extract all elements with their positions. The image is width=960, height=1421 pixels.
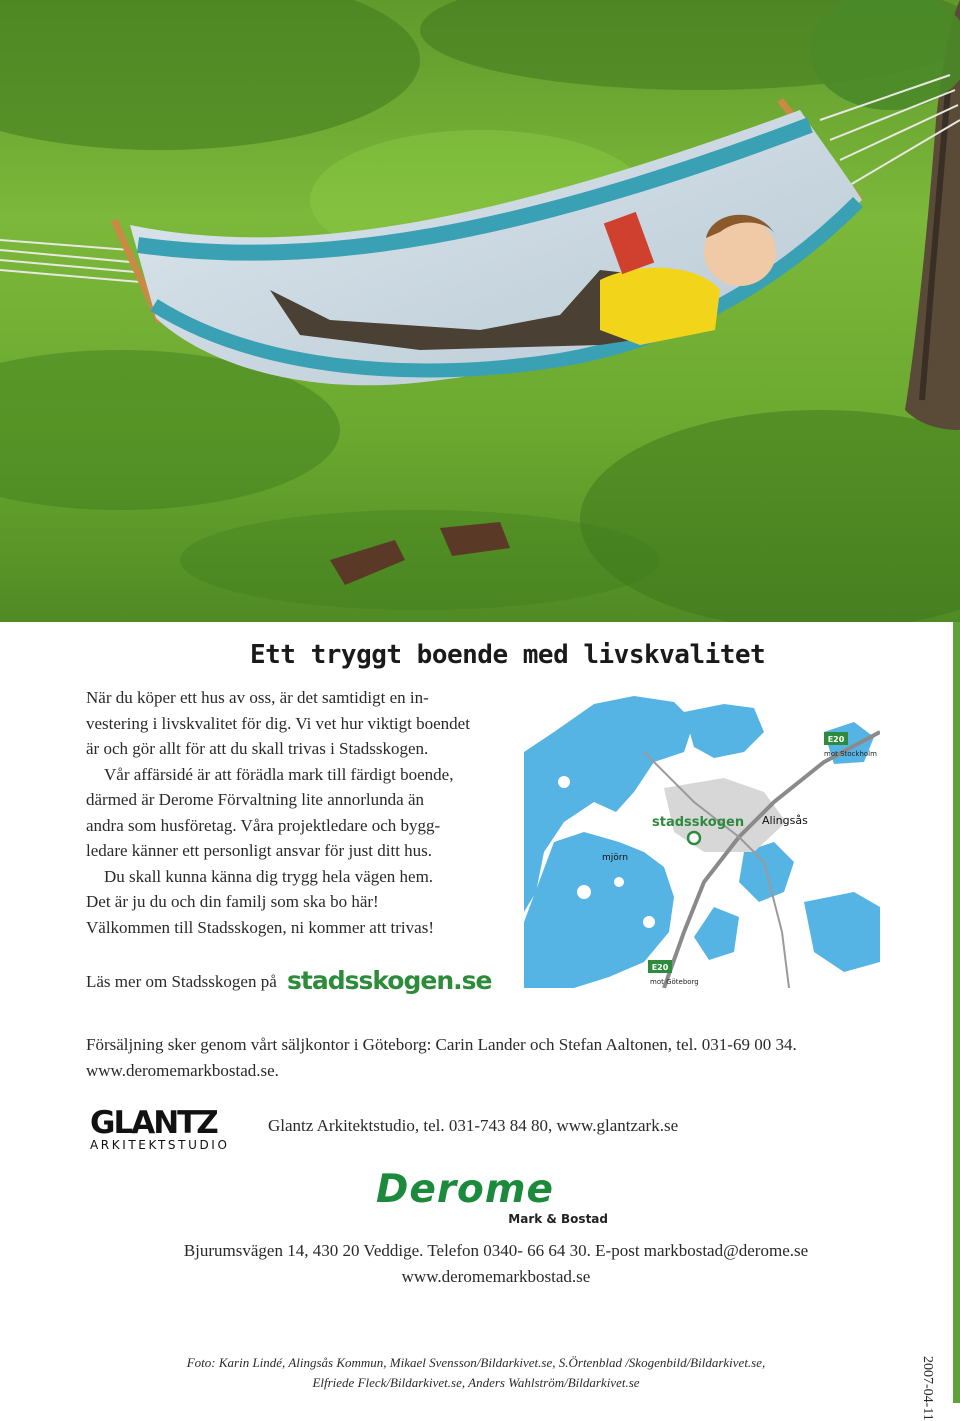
glantz-contact: Glantz Arkitektstudio, tel. 031-743 84 80, www.glantzark.se	[268, 1116, 679, 1135]
body-line: Du skall kunna känna dig trygg hela vägen hem.	[104, 866, 434, 886]
glantz-logo-name: GLANTZ	[90, 1105, 217, 1141]
side-strip	[953, 622, 960, 1403]
glantz-logo-sub: ARKITEKTSTUDIO	[90, 1138, 230, 1152]
derome-logo-name: Derome	[376, 1167, 554, 1212]
stadsskogen-map-label: stadsskogen	[652, 815, 745, 830]
body-line: andra som husföretag. Våra projektledare och bygg-	[86, 815, 441, 835]
sales-url[interactable]: www.deromemarkbostad.se.	[86, 1061, 279, 1080]
mot-goteborg-label: mot Göteborg	[650, 978, 699, 986]
body-line: därmed är Derome Förvaltning lite annorlunda än	[86, 790, 424, 809]
sales-info	[86, 1032, 906, 1084]
body-line: När du köper ett hus av oss, är det samtidigt en in-	[86, 688, 429, 707]
map-graphic	[524, 692, 880, 988]
read-more-line	[86, 966, 491, 995]
body-line: Det är ju du och din familj som ska bo här!	[86, 892, 379, 911]
contact-address	[0, 1238, 960, 1290]
body-line: är och gör allt för att du skall trivas i Stadsskogen.	[86, 739, 429, 758]
location-map	[524, 692, 880, 988]
address-url[interactable]: www.deromemarkbostad.se	[401, 1267, 591, 1286]
body-line: Välkommen till Stadsskogen, ni kommer att trivas!	[86, 917, 434, 937]
mot-stockholm-label: mot Stockholm	[824, 750, 877, 758]
mjorn-label: mjörn	[602, 853, 629, 863]
derome-logo-sub: Mark & Bostad	[508, 1212, 608, 1226]
credits-line: Foto: Karin Lindé, Alingsås Kommun, Mikael Svensson/Bildarkivet.se, S.Örtenblad /Skogenbild/Bildarkivet.se,	[186, 1355, 766, 1370]
sales-line: Försäljning sker genom vårt säljkontor i Göteborg: Carin Lander och Stefan Aaltonen, tel. 031-69 00 34.	[86, 1035, 797, 1054]
intro-text	[86, 685, 526, 940]
derome-logo	[376, 1168, 608, 1226]
read-more-text: Läs mer om Stadsskogen på	[86, 972, 277, 991]
page-headline: Ett tryggt boende med livskvalitet	[250, 640, 766, 670]
glantz-logo	[90, 1105, 230, 1152]
credits-line: Elfriede Fleck/Bildarkivet.se, Anders Wahlström/Bildarkivet.se	[312, 1375, 640, 1390]
body-line: ledare känner ett personligt ansvar för just ditt hus.	[86, 841, 433, 860]
hero-photo	[0, 0, 960, 622]
stadsskogen-logo[interactable]: stadsskogen.se	[287, 966, 492, 995]
body-line: vestering i livskvalitet för dig. Vi vet hur viktigt boendet	[86, 713, 470, 733]
photo-credits	[0, 1353, 952, 1393]
e20-bottom-label: E20	[651, 963, 669, 972]
address-line: Bjurumsvägen 14, 430 20 Veddige. Telefon 0340- 66 64 30. E-post markbostad@derome.se	[183, 1241, 809, 1260]
location-marker-icon	[688, 832, 700, 844]
hammock-photo	[0, 0, 960, 622]
body-line: Vår affärsidé är att förädla mark till färdigt boende,	[104, 764, 454, 784]
e20-top-label: E20	[827, 735, 845, 744]
print-date: 2007-04-11	[920, 1356, 935, 1421]
alingsas-label: Alingsås	[762, 814, 808, 827]
